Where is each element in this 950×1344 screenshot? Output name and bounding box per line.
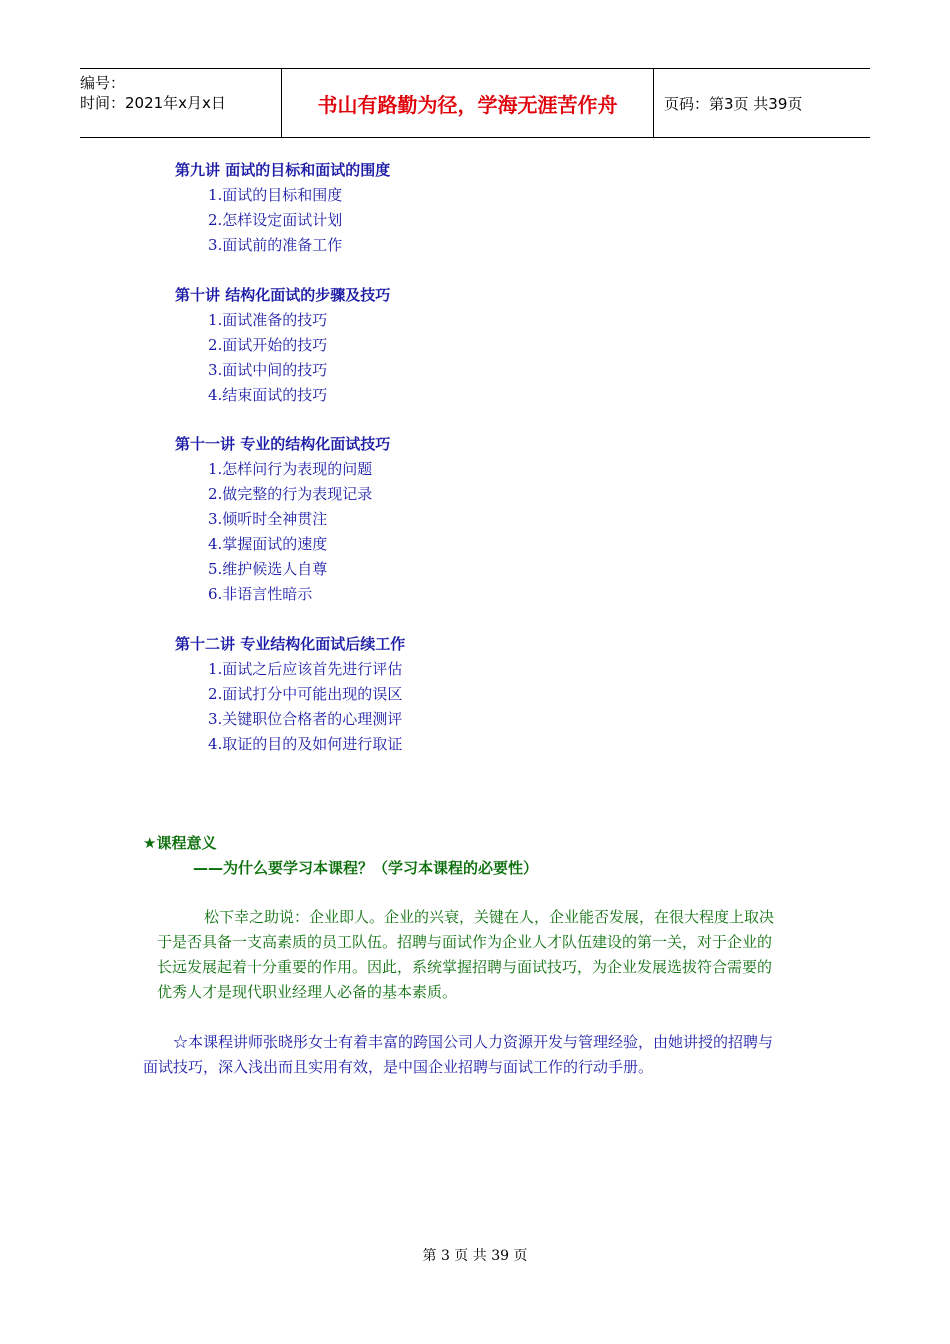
lecture-item: 3.面试中间的技巧 xyxy=(208,361,328,379)
lecture-11 xyxy=(175,432,390,607)
lecture-12 xyxy=(175,632,405,757)
header-page-label: 页码：第3页 共39页 xyxy=(664,94,803,113)
lecture-10 xyxy=(175,283,390,408)
lecture-title: 第十二讲 专业结构化面试后续工作 xyxy=(175,635,406,653)
header-motto: 书山有路勤为径，学海无涯苦作舟 xyxy=(281,69,654,137)
lecture-9 xyxy=(175,158,390,258)
page-header xyxy=(80,68,870,138)
lecture-title: 第十一讲 专业的结构化面试技巧 xyxy=(175,435,391,453)
lecture-item: 3.倾听时全神贯注 xyxy=(208,510,328,528)
lecture-item: 2.做完整的行为表现记录 xyxy=(208,485,373,503)
course-significance-heading: ★课程意义 xyxy=(143,834,217,852)
lecture-item: 5.维护候选人自尊 xyxy=(208,560,328,578)
lecture-item: 6.非语言性暗示 xyxy=(208,585,313,603)
lecture-title: 第十讲 结构化面试的步骤及技巧 xyxy=(175,286,391,304)
significance-paragraph: 松下幸之助说：企业即人。企业的兴衰，关键在人，企业能否发展，在很大程度上取决于是否具备一支高素质的员工队伍。招聘与面试作为企业人才队伍建设的第一关，对于企业的长远发展起着十分重要的作用。因此，系统掌握招聘与面试技巧，为企业发展选拔符合需要的优秀人才是现代职业经理人必备的基本素质。 xyxy=(157,908,775,1001)
lecture-item: 3.面试前的准备工作 xyxy=(208,236,343,254)
lecture-item: 1.面试之后应该首先进行评估 xyxy=(208,660,403,678)
instructor-paragraph: ☆本课程讲师张晓彤女士有着丰富的跨国公司人力资源开发与管理经验，由她讲授的招聘与面试技巧，深入浅出而且实用有效，是中国企业招聘与面试工作的行动手册。 xyxy=(143,1033,774,1076)
lecture-item: 1.面试的目标和围度 xyxy=(208,186,343,204)
lecture-item: 4.结束面试的技巧 xyxy=(208,386,328,404)
lecture-item: 2.怎样设定面试计划 xyxy=(208,211,343,229)
page-footer: 第 3 页 共 39 页 xyxy=(422,1248,528,1264)
lecture-item: 2.面试开始的技巧 xyxy=(208,336,328,354)
lecture-item: 1.怎样问行为表现的问题 xyxy=(208,460,373,478)
lecture-item: 4.取证的目的及如何进行取证 xyxy=(208,735,403,753)
lecture-item: 3.关键职位合格者的心理测评 xyxy=(208,710,403,728)
lecture-item: 4.掌握面试的速度 xyxy=(208,535,328,553)
document-number-label: 编号： xyxy=(80,74,126,92)
document-time-label: 时间：2021年x月x日 xyxy=(80,94,226,112)
header-meta xyxy=(80,69,281,137)
course-significance-subheading: ——为什么要学习本课程？（学习本课程的必要性） xyxy=(193,859,539,877)
lecture-item: 1.面试准备的技巧 xyxy=(208,311,328,329)
lecture-title: 第九讲 面试的目标和面试的围度 xyxy=(175,161,391,179)
lecture-item: 2.面试打分中可能出现的误区 xyxy=(208,685,403,703)
